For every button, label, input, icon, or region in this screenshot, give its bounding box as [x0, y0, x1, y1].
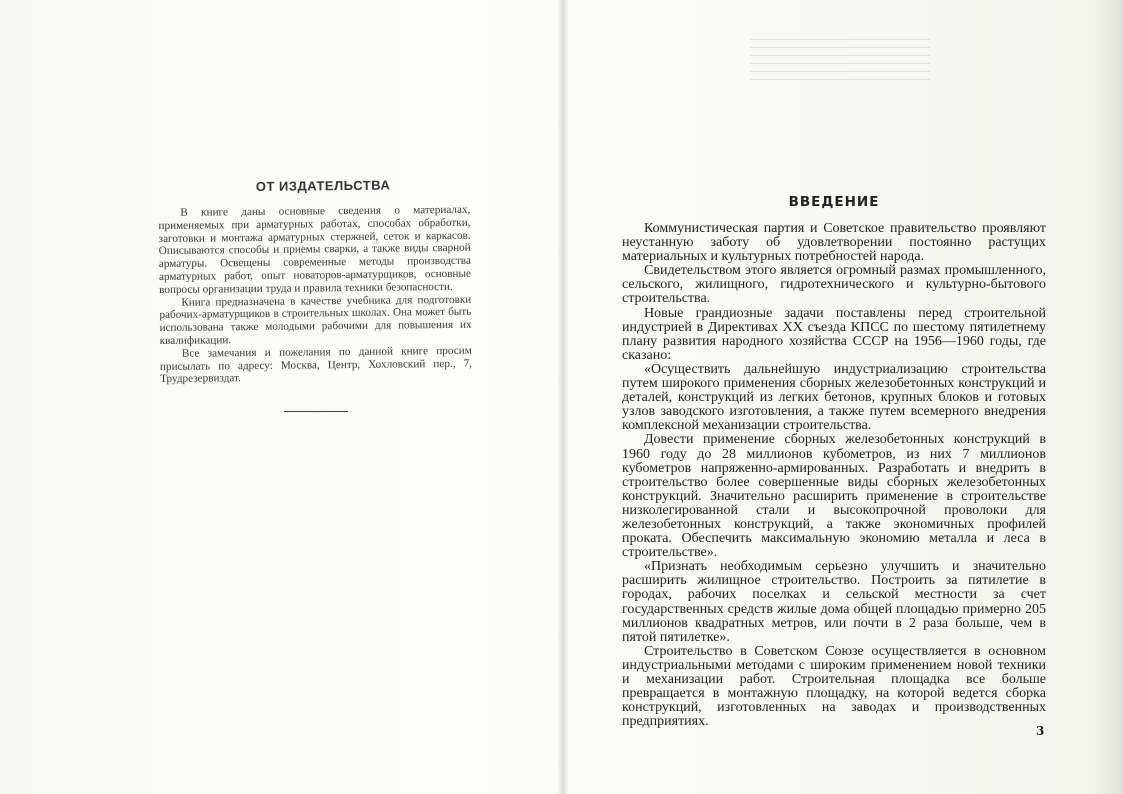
intro-paragraph: Новые грандиозные задачи поставлены перед строительной индустрией в Директивах XX съезда КПСС по шестому пятилетнему плану развития народного хозяйства СССР на 1956—1960 годы, где сказано:	[622, 305, 1046, 363]
publisher-paragraph: В книге даны основные сведения о материалах, применяемых при арматурных работах, способах обработки, заготовки и монтажа арматурных стержней, сеток и каркасов. Описываются способы и приемы сварки, а также виды сварной арматуры. Освещены современные методы производства арматурных работ, опыт новаторов-арматурщиков, основные вопросы организации труда и правила техники безопасности.	[158, 203, 472, 296]
intro-paragraph: «Осуществить дальнейшую индустриализацию строительства путем широкого применения сборных железобетонных конструкций и деталей, конструкций из легких бетонов, крупных блоков и готовых узлов заводского изготовления, а также путем всемерного внедрения комплексной механизации строительства.	[622, 361, 1046, 434]
intro-paragraph: «Признать необходимым серьезно улучшить и значительно расширить жилищное строительство. Построить за пятилетие в городах, рабочих поселках и сельской местности за счет государственных средств жилые дома общей площадью примерно 205 миллионов квадратных метров, или почти в 2 раза больше, чем в пятой пятилетке».	[622, 559, 1046, 645]
publisher-paragraph: Книга предназначена в качестве учебника для подготовки рабочих-арматурщиков в строительных школах. Она может быть использована также молодыми рабочими для повышения их квалификации.	[159, 293, 472, 347]
divider-rule	[284, 411, 348, 412]
introduction-section	[622, 194, 1046, 729]
page-edge-shadow	[1093, 0, 1123, 794]
intro-paragraph: Свидетельством этого является огромный размах промышленного, сельского, жилищного, гидротехнического и культурно-бытового строительства.	[622, 263, 1046, 307]
intro-paragraph: Коммунистическая партия и Советское правительство проявляют неустанную заботу об удовлетворении постоянно растущих материальных и культурных потребностей народа.	[622, 221, 1046, 265]
publisher-heading: ОТ ИЗДАТЕЛЬСТВА	[255, 177, 391, 194]
page-number: 3	[1036, 724, 1045, 738]
publisher-paragraph: Все замечания и пожелания по данной книге просим присылать по адресу: Москва, Центр, Хохловский пер., 7, Трудрезервиздат.	[159, 344, 472, 386]
publisher-note	[158, 177, 472, 386]
intro-paragraph: Довести применение сборных железобетонных конструкций в 1960 году до 28 миллионов кубометров, из них 7 миллионов кубометров напряженно-армированных. Разработать и внедрить в строительство более совершенные виды сборных железобетонных конструкций. Значительно расширить применение в строительстве низколегированной стали и высокопрочной проволоки для железобетонных конструкций, а также экономичных профилей проката. Обеспечить максимальную экономию металла и леса в строительстве».	[622, 432, 1046, 561]
introduction-heading: ВВЕДЕНИЕ	[788, 194, 880, 210]
bleed-through-text	[750, 36, 930, 80]
intro-paragraph: Строительство в Советском Союзе осуществляется в основном индустриальными методами с широким применением новой техники и механизации работ. Строительная площадка все больше превращается в монтажную площадку, на которой ведется сборка конструкций, изготовленных на заводах и производственных предприятиях.	[622, 643, 1046, 730]
left-page	[0, 0, 560, 794]
right-page	[560, 0, 1123, 794]
